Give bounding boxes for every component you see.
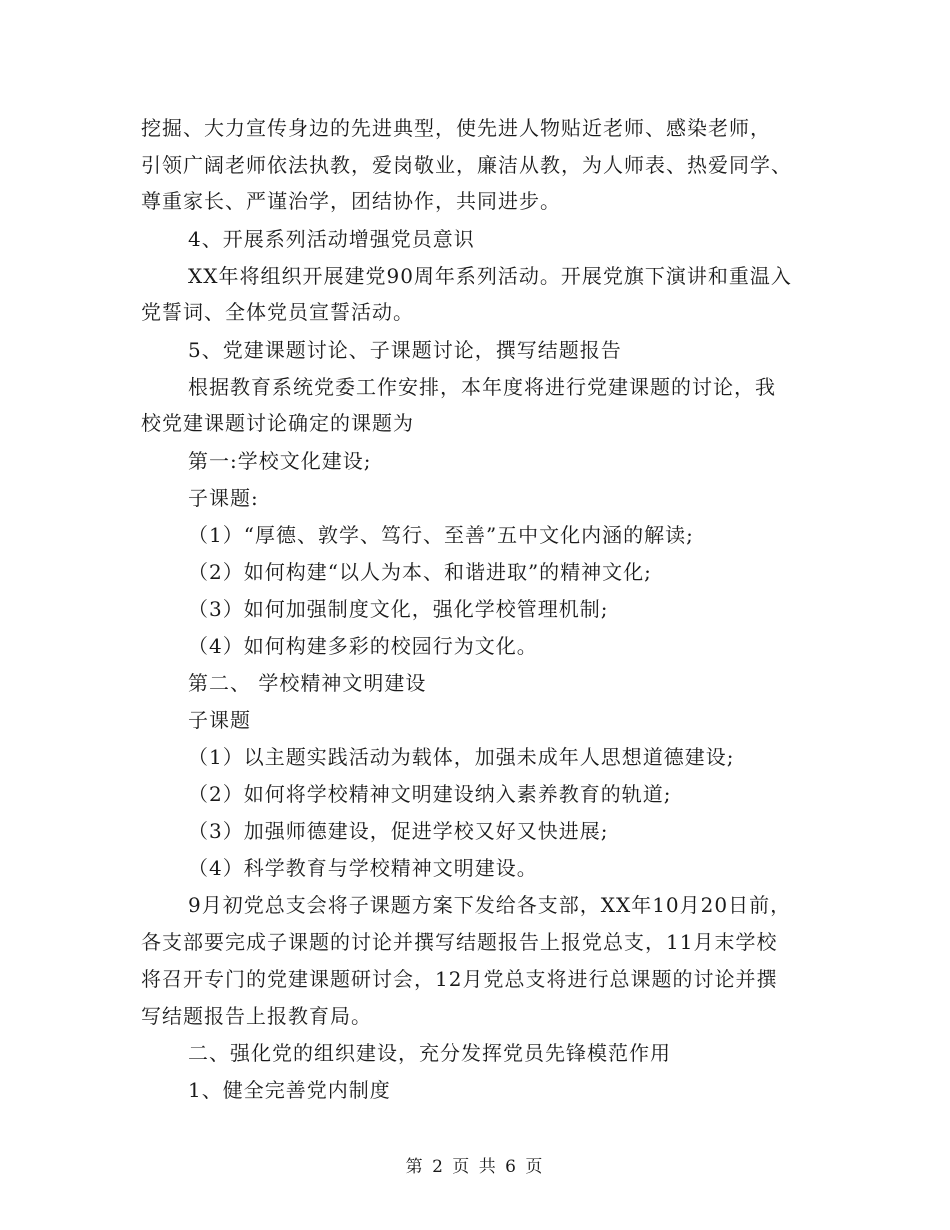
- subtopic-label: 子课题:: [188, 486, 259, 510]
- section-heading: 二、强化党的组织建设，充分发挥党员先锋模范作用: [188, 1041, 671, 1065]
- text-line: 引领广阔老师依法执教，爱岗敬业，廉洁从教，为人师表、热爱同学、: [141, 153, 792, 177]
- section-heading: 5、党建课题讨论、子课题讨论，撰写结题报告: [188, 338, 622, 362]
- subtopic-label: 子课题: [188, 708, 251, 732]
- text-line: 尊重家长、严谨治学，团结协作，共同进步。: [141, 189, 561, 213]
- list-item: （3）加强师德建设，促进学校又好又快进展;: [188, 819, 609, 843]
- text-line: 将召开专门的党建课题研讨会，12月党总支将进行总课题的讨论并撰: [141, 967, 778, 991]
- topic-title: 第二、 学校精神文明建设: [188, 671, 427, 695]
- text-line: XX年将组织开展建党90周年系列活动。开展党旗下演讲和重温入: [188, 264, 792, 288]
- list-item: （2）如何构建“以人为本、和谐进取”的精神文化;: [188, 560, 652, 584]
- list-item: （1）“厚德、敦学、笃行、至善”五中文化内涵的解读;: [188, 523, 694, 547]
- list-item: （1）以主题实践活动为载体，加强未成年人思想道德建设;: [188, 745, 735, 769]
- page-footer: 第 2 页 共 6 页: [405, 1157, 545, 1177]
- list-item: （4）如何构建多彩的校园行为文化。: [188, 634, 538, 658]
- text-line: 党誓词、全体党员宣誓活动。: [141, 300, 414, 324]
- text-line: 挖掘、大力宣传身边的先进典型，使先进人物贴近老师、感染老师，: [141, 116, 771, 140]
- text-line: 各支部要完成子课题的讨论并撰写结题报告上报党总支，11月末学校: [141, 930, 778, 954]
- list-item: （2）如何将学校精神文明建设纳入素养教育的轨道;: [188, 782, 672, 806]
- section-heading: 1、健全完善党内制度: [188, 1078, 391, 1102]
- text-line: 写结题报告上报教育局。: [141, 1004, 372, 1028]
- text-line: 9月初党总支会将子课题方案下发给各支部，XX年10月20日前，: [188, 893, 792, 917]
- list-item: （4）科学教育与学校精神文明建设。: [188, 856, 538, 880]
- topic-title: 第一:学校文化建设;: [188, 449, 372, 473]
- section-heading: 4、开展系列活动增强党员意识: [188, 227, 475, 251]
- list-item: （3）如何加强制度文化，强化学校管理机制;: [188, 597, 609, 621]
- text-line: 根据教育系统党委工作安排，本年度将进行党建课题的讨论，我: [188, 375, 776, 399]
- text-line: 校党建课题讨论确定的课题为: [141, 411, 414, 435]
